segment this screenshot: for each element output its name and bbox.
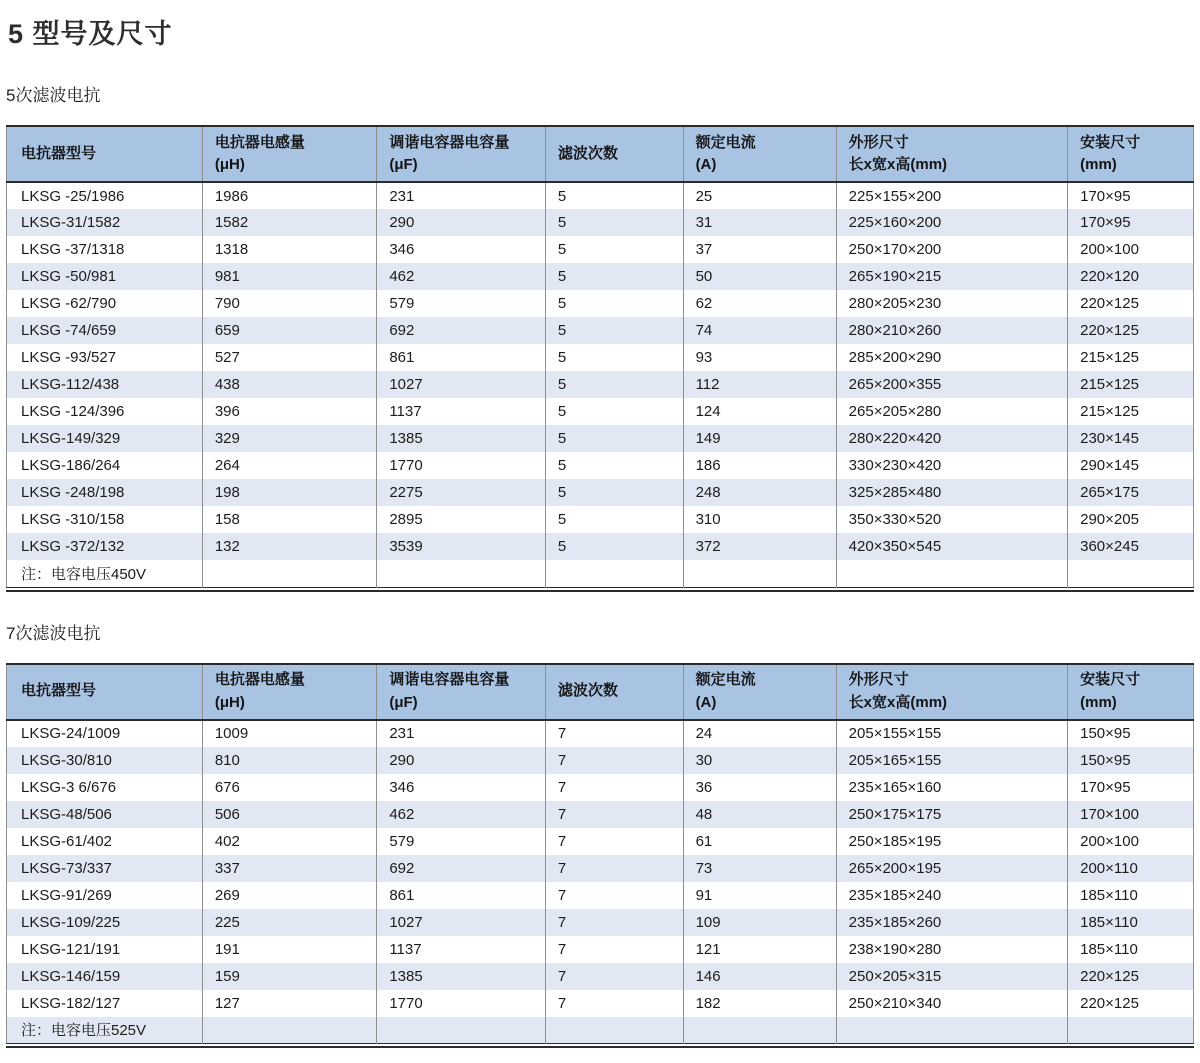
- table-cell: 5: [545, 425, 683, 452]
- note-cell: [1068, 560, 1194, 587]
- table-cell: 269: [202, 882, 376, 909]
- table-cell: 5: [545, 533, 683, 560]
- table-cell: 250×205×315: [836, 963, 1067, 990]
- table-cell: LKSG-73/337: [7, 855, 203, 882]
- table-row: [7, 371, 1194, 398]
- table-cell: 981: [202, 263, 376, 290]
- column-header-line2: 长x宽x高(mm): [848, 156, 948, 173]
- table-cell: 185×110: [1068, 882, 1194, 909]
- table-cell: 250×210×340: [836, 990, 1067, 1017]
- table-cell: 1385: [377, 425, 546, 452]
- table-cell: 1137: [377, 398, 546, 425]
- table-cell: 438: [202, 371, 376, 398]
- table-cell: 7: [545, 936, 683, 963]
- column-header-line1: 调谐电容器电容量: [389, 133, 510, 151]
- table-cell: 5: [545, 236, 683, 263]
- table-cell: LKSG -25/1986: [7, 182, 203, 209]
- header-row: [7, 126, 1194, 182]
- table-cell: 3539: [377, 533, 546, 560]
- note-cell: [545, 1017, 683, 1044]
- table-cell: 7: [545, 828, 683, 855]
- table-cell: 1986: [202, 182, 376, 209]
- table-cell: 790: [202, 290, 376, 317]
- table-cell: 7: [545, 801, 683, 828]
- table-cell: 5: [545, 209, 683, 236]
- table-cell: LKSG -310/158: [7, 506, 203, 533]
- table-cell: 200×100: [1068, 236, 1194, 263]
- table-cell: 158: [202, 506, 376, 533]
- table-cell: 150×95: [1068, 747, 1194, 774]
- table-cell: 692: [377, 855, 546, 882]
- column-header: [836, 664, 1067, 720]
- table-cell: LKSG -74/659: [7, 317, 203, 344]
- column-header-line2: (A): [695, 693, 717, 711]
- table-cell: 506: [202, 801, 376, 828]
- table-cell: 231: [377, 182, 546, 209]
- table-cell: 73: [683, 855, 836, 882]
- table-cell: 265×205×280: [836, 398, 1067, 425]
- table-cell: 1009: [202, 720, 376, 747]
- table-cell: 1027: [377, 909, 546, 936]
- table-cell: 5: [545, 452, 683, 479]
- section-7th-harmonic: [6, 619, 1194, 1049]
- column-header-line1: 滤波次数: [557, 144, 618, 162]
- table-row: [7, 801, 1194, 828]
- table-cell: 290×145: [1068, 452, 1194, 479]
- column-header-line1: 电抗器电感量: [214, 671, 305, 688]
- table-cell: 330×230×420: [836, 452, 1067, 479]
- table-row: [7, 963, 1194, 990]
- column-header-line2: 长x宽x高(mm): [848, 693, 948, 711]
- table-cell: LKSG -50/981: [7, 263, 203, 290]
- column-header-line2: (μF): [389, 156, 418, 173]
- table-cell: LKSG-3 6/676: [7, 774, 203, 801]
- table-cell: 5: [545, 506, 683, 533]
- table-cell: 150×95: [1068, 720, 1194, 747]
- table-cell: LKSG -37/1318: [7, 236, 203, 263]
- table-cell: 170×95: [1068, 182, 1194, 209]
- note-cell: [1068, 1017, 1194, 1044]
- table-cell: 215×125: [1068, 344, 1194, 371]
- table-cell: 250×170×200: [836, 236, 1067, 263]
- table-cell: 25: [683, 182, 836, 209]
- table-cell: 248: [683, 479, 836, 506]
- table-cell: 215×125: [1068, 398, 1194, 425]
- table-cell: 346: [377, 236, 546, 263]
- table-cell: 310: [683, 506, 836, 533]
- section-5th-harmonic: [6, 81, 1194, 592]
- table-cell: 280×205×230: [836, 290, 1067, 317]
- table-cell: 5: [545, 263, 683, 290]
- table-cell: 659: [202, 317, 376, 344]
- table-cell: 48: [683, 801, 836, 828]
- table-cell: 220×125: [1068, 990, 1194, 1017]
- note-cell: [377, 560, 546, 587]
- table-cell: 200×100: [1068, 828, 1194, 855]
- table-cell: 91: [683, 882, 836, 909]
- table-cell: 231: [377, 720, 546, 747]
- column-header: [377, 126, 546, 182]
- table-cell: 1582: [202, 209, 376, 236]
- section-title-5th: 5次滤波电抗: [6, 86, 101, 105]
- table-cell: 7: [545, 990, 683, 1017]
- table-cell: LKSG -248/198: [7, 479, 203, 506]
- table-cell: LKSG -124/396: [7, 398, 203, 425]
- table-cell: 290×205: [1068, 506, 1194, 533]
- table-row: [7, 533, 1194, 560]
- column-header-line1: 安装尺寸: [1080, 133, 1141, 151]
- column-header-line1: 滤波次数: [557, 682, 618, 700]
- column-header-line2: (μF): [389, 693, 418, 711]
- column-header: [545, 664, 683, 720]
- table-cell: 220×125: [1068, 317, 1194, 344]
- table-cell: 861: [377, 882, 546, 909]
- table-cell: 861: [377, 344, 546, 371]
- table-cell: LKSG-91/269: [7, 882, 203, 909]
- table-cell: 1137: [377, 936, 546, 963]
- column-header: [7, 664, 203, 720]
- table-cell: 74: [683, 317, 836, 344]
- table-cell: LKSG-30/810: [7, 747, 203, 774]
- column-header: [683, 664, 836, 720]
- spec-table: [6, 663, 1194, 1045]
- note-row: [7, 560, 1194, 587]
- section-title-7th: 7次滤波电抗: [6, 623, 101, 643]
- table-row: [7, 747, 1194, 774]
- table-cell: 579: [377, 290, 546, 317]
- table-cell: 205×165×155: [836, 747, 1067, 774]
- table-cell: 1027: [377, 371, 546, 398]
- table-cell: 1770: [377, 452, 546, 479]
- table-bottom-rule: [6, 590, 1194, 592]
- table-cell: 31: [683, 209, 836, 236]
- table-cell: LKSG -93/527: [7, 344, 203, 371]
- table-cell: 290: [377, 747, 546, 774]
- table-cell: 692: [377, 317, 546, 344]
- table-cell: 579: [377, 828, 546, 855]
- table-cell: 676: [202, 774, 376, 801]
- table-cell: 280×220×420: [836, 425, 1067, 452]
- note-cell: 注：电容电压450V: [7, 560, 203, 587]
- table-cell: 5: [545, 290, 683, 317]
- table-row: [7, 263, 1194, 290]
- table-cell: LKSG-121/191: [7, 936, 203, 963]
- table-cell: LKSG-24/1009: [7, 720, 203, 747]
- table-cell: 37: [683, 236, 836, 263]
- table-row: [7, 990, 1194, 1017]
- column-header: [1068, 126, 1194, 182]
- table-cell: 5: [545, 182, 683, 209]
- table-cell: 265×190×215: [836, 263, 1067, 290]
- table-cell: 1385: [377, 963, 546, 990]
- table-cell: LKSG-146/159: [7, 963, 203, 990]
- column-header: [1068, 664, 1194, 720]
- table-row: [7, 855, 1194, 882]
- table-cell: 360×245: [1068, 533, 1194, 560]
- table-cell: LKSG-61/402: [7, 828, 203, 855]
- table-cell: 346: [377, 774, 546, 801]
- table-cell: 329: [202, 425, 376, 452]
- spec-table: [6, 125, 1194, 588]
- table-row: [7, 236, 1194, 263]
- note-cell: [836, 560, 1067, 587]
- table-row: [7, 720, 1194, 747]
- table-cell: 225×160×200: [836, 209, 1067, 236]
- column-header-line1: 额定电流: [695, 133, 756, 151]
- table-cell: 36: [683, 774, 836, 801]
- table-cell: 7: [545, 855, 683, 882]
- table-cell: 109: [683, 909, 836, 936]
- column-header: [377, 664, 546, 720]
- note-cell: [202, 1017, 376, 1044]
- note-cell: [202, 560, 376, 587]
- table-cell: 185×110: [1068, 909, 1194, 936]
- column-header-line1: 外形尺寸: [848, 133, 909, 151]
- table-cell: 527: [202, 344, 376, 371]
- table-cell: 462: [377, 801, 546, 828]
- table-cell: 7: [545, 909, 683, 936]
- table-cell: 149: [683, 425, 836, 452]
- table-cell: LKSG-112/438: [7, 371, 203, 398]
- table-cell: 50: [683, 263, 836, 290]
- table-cell: 170×95: [1068, 209, 1194, 236]
- table-cell: 350×330×520: [836, 506, 1067, 533]
- table-cell: 5: [545, 398, 683, 425]
- table-cell: 290: [377, 209, 546, 236]
- table-cell: 7: [545, 747, 683, 774]
- note-cell: [836, 1017, 1067, 1044]
- table-row: [7, 828, 1194, 855]
- table-cell: 220×125: [1068, 963, 1194, 990]
- table-row: [7, 209, 1194, 236]
- column-header-line1: 外形尺寸: [848, 671, 909, 688]
- note-cell: 注：电容电压525V: [7, 1017, 203, 1044]
- column-header: [202, 126, 376, 182]
- table-cell: 238×190×280: [836, 936, 1067, 963]
- table-row: [7, 317, 1194, 344]
- table-cell: 220×125: [1068, 290, 1194, 317]
- table-cell: 265×175: [1068, 479, 1194, 506]
- table-cell: LKSG-182/127: [7, 990, 203, 1017]
- table-cell: 112: [683, 371, 836, 398]
- table-cell: 121: [683, 936, 836, 963]
- table-cell: 62: [683, 290, 836, 317]
- table-cell: 24: [683, 720, 836, 747]
- table-cell: 280×210×260: [836, 317, 1067, 344]
- table-cell: LKSG-149/329: [7, 425, 203, 452]
- table-cell: 402: [202, 828, 376, 855]
- spec-table-mount-7th: [6, 663, 1194, 1049]
- table-cell: 396: [202, 398, 376, 425]
- table-cell: 337: [202, 855, 376, 882]
- table-cell: 7: [545, 882, 683, 909]
- table-cell: 198: [202, 479, 376, 506]
- spec-table-mount-5th: [6, 125, 1194, 592]
- table-cell: 220×120: [1068, 263, 1194, 290]
- table-cell: 61: [683, 828, 836, 855]
- column-header-line2: (μH): [214, 693, 245, 711]
- table-cell: 146: [683, 963, 836, 990]
- table-cell: 215×125: [1068, 371, 1194, 398]
- table-cell: 1318: [202, 236, 376, 263]
- table-row: [7, 909, 1194, 936]
- note-cell: [683, 1017, 836, 1044]
- table-cell: 265×200×195: [836, 855, 1067, 882]
- table-cell: 159: [202, 963, 376, 990]
- table-row: [7, 882, 1194, 909]
- column-header-line2: (μH): [214, 156, 245, 173]
- table-cell: 132: [202, 533, 376, 560]
- note-cell: [377, 1017, 546, 1044]
- table-cell: 235×185×260: [836, 909, 1067, 936]
- table-row: [7, 398, 1194, 425]
- table-row: [7, 182, 1194, 209]
- column-header: [545, 126, 683, 182]
- table-row: [7, 290, 1194, 317]
- table-cell: 5: [545, 344, 683, 371]
- table-cell: 235×165×160: [836, 774, 1067, 801]
- column-header: [836, 126, 1067, 182]
- table-cell: 5: [545, 371, 683, 398]
- table-cell: 7: [545, 720, 683, 747]
- table-cell: 420×350×545: [836, 533, 1067, 560]
- column-header-line2: (A): [695, 156, 717, 173]
- table-cell: 235×185×240: [836, 882, 1067, 909]
- table-cell: LKSG-31/1582: [7, 209, 203, 236]
- table-cell: 265×200×355: [836, 371, 1067, 398]
- table-cell: 225: [202, 909, 376, 936]
- note-cell: [545, 560, 683, 587]
- table-cell: 462: [377, 263, 546, 290]
- table-cell: 186: [683, 452, 836, 479]
- table-row: [7, 774, 1194, 801]
- table-row: [7, 344, 1194, 371]
- table-cell: 264: [202, 452, 376, 479]
- column-header-line1: 电抗器型号: [21, 682, 97, 700]
- table-cell: 225×155×200: [836, 182, 1067, 209]
- table-row: [7, 452, 1194, 479]
- table-cell: LKSG -62/790: [7, 290, 203, 317]
- table-cell: LKSG-186/264: [7, 452, 203, 479]
- table-cell: 127: [202, 990, 376, 1017]
- column-header-line1: 调谐电容器电容量: [389, 671, 510, 688]
- table-cell: 200×110: [1068, 855, 1194, 882]
- column-header-line2: (mm): [1080, 693, 1117, 711]
- table-cell: 170×100: [1068, 801, 1194, 828]
- column-header: [7, 126, 203, 182]
- table-cell: 250×175×175: [836, 801, 1067, 828]
- table-cell: 285×200×290: [836, 344, 1067, 371]
- column-header: [683, 126, 836, 182]
- table-cell: 182: [683, 990, 836, 1017]
- page-title: 5 型号及尺寸: [8, 19, 173, 49]
- table-cell: 230×145: [1068, 425, 1194, 452]
- column-header-line2: (mm): [1080, 156, 1117, 173]
- column-header-line1: 安装尺寸: [1080, 671, 1141, 688]
- table-row: [7, 506, 1194, 533]
- column-header-line1: 电抗器型号: [21, 144, 97, 162]
- table-row: [7, 479, 1194, 506]
- table-cell: 205×155×155: [836, 720, 1067, 747]
- column-header-line1: 额定电流: [695, 671, 756, 688]
- table-cell: 170×95: [1068, 774, 1194, 801]
- header-row: [7, 664, 1194, 720]
- table-cell: 325×285×480: [836, 479, 1067, 506]
- note-row: [7, 1017, 1194, 1044]
- table-cell: 2275: [377, 479, 546, 506]
- column-header-line1: 电抗器电感量: [214, 133, 305, 151]
- table-cell: 7: [545, 963, 683, 990]
- table-bottom-rule: [6, 1046, 1194, 1048]
- table-cell: 250×185×195: [836, 828, 1067, 855]
- table-cell: LKSG-109/225: [7, 909, 203, 936]
- table-cell: 30: [683, 747, 836, 774]
- table-cell: 810: [202, 747, 376, 774]
- table-cell: 124: [683, 398, 836, 425]
- table-cell: 2895: [377, 506, 546, 533]
- table-cell: LKSG -372/132: [7, 533, 203, 560]
- table-cell: 5: [545, 479, 683, 506]
- table-cell: 7: [545, 774, 683, 801]
- column-header: [202, 664, 376, 720]
- table-cell: 1770: [377, 990, 546, 1017]
- table-row: [7, 936, 1194, 963]
- table-cell: 191: [202, 936, 376, 963]
- table-row: [7, 425, 1194, 452]
- table-cell: 372: [683, 533, 836, 560]
- table-cell: 5: [545, 317, 683, 344]
- note-cell: [683, 560, 836, 587]
- table-cell: LKSG-48/506: [7, 801, 203, 828]
- table-cell: 185×110: [1068, 936, 1194, 963]
- table-cell: 93: [683, 344, 836, 371]
